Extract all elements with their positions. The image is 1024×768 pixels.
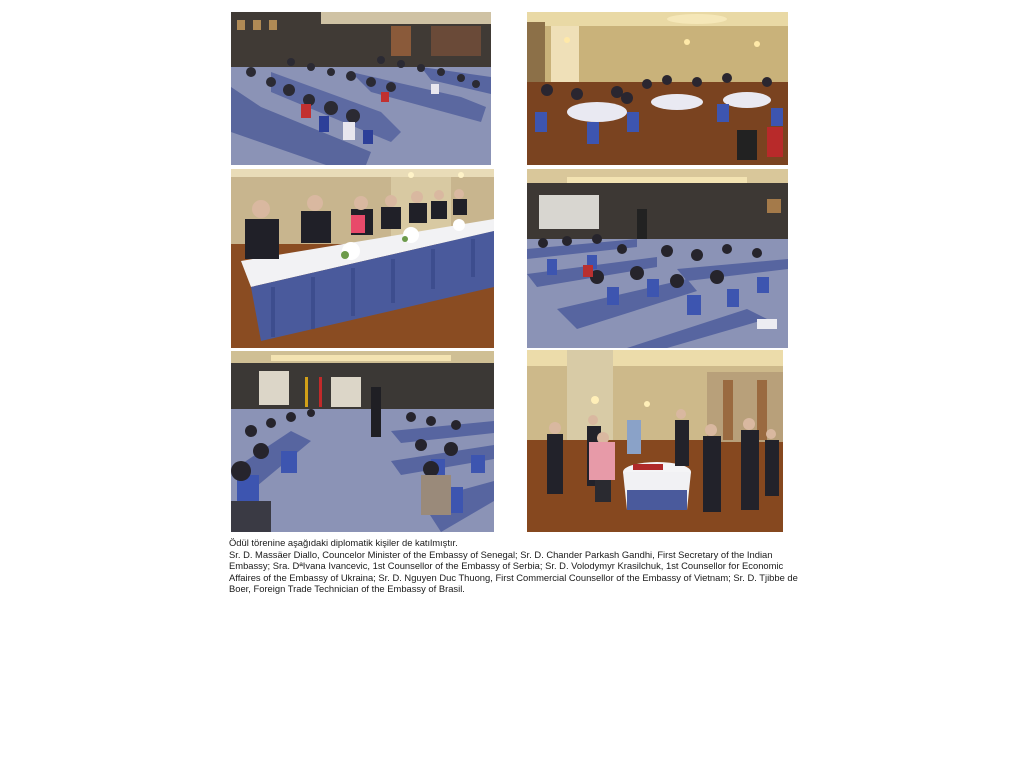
photo-hall-rows	[527, 169, 788, 348]
caption	[229, 537, 799, 595]
photo-audience-speaker	[231, 351, 494, 532]
photo-reception	[527, 350, 783, 532]
photo-conference-tables	[231, 12, 491, 165]
photo-head-table-panel	[231, 169, 494, 348]
caption-intro: Ödül törenine aşağıdaki diplomatik kişiler de katılmıştır.	[229, 537, 458, 548]
photo-round-tables-hall	[527, 12, 788, 165]
caption-body: Sr. D. Massäer Diallo, Councelor Minister of the Embassy of Senegal; Sr. D. Chander Parkash Gandhi, First Secretary of the Indian Embassy; Sra. DªIvana Ivancevic, 1st Counsellor of the Embassy of Serbia; Sr. D. Volodymyr Krasilchuk, 1st Counsellor for Economic Affaires of the Embassy of Ukraina; Sr. D. Nguyen Duc Thuong, First Commercial Counsellor of the Embassy of Vietnam; Sr. D. Tjibbe de Boer, Foreign Trade Technician of the Embassy of Brasil.	[229, 548, 798, 594]
